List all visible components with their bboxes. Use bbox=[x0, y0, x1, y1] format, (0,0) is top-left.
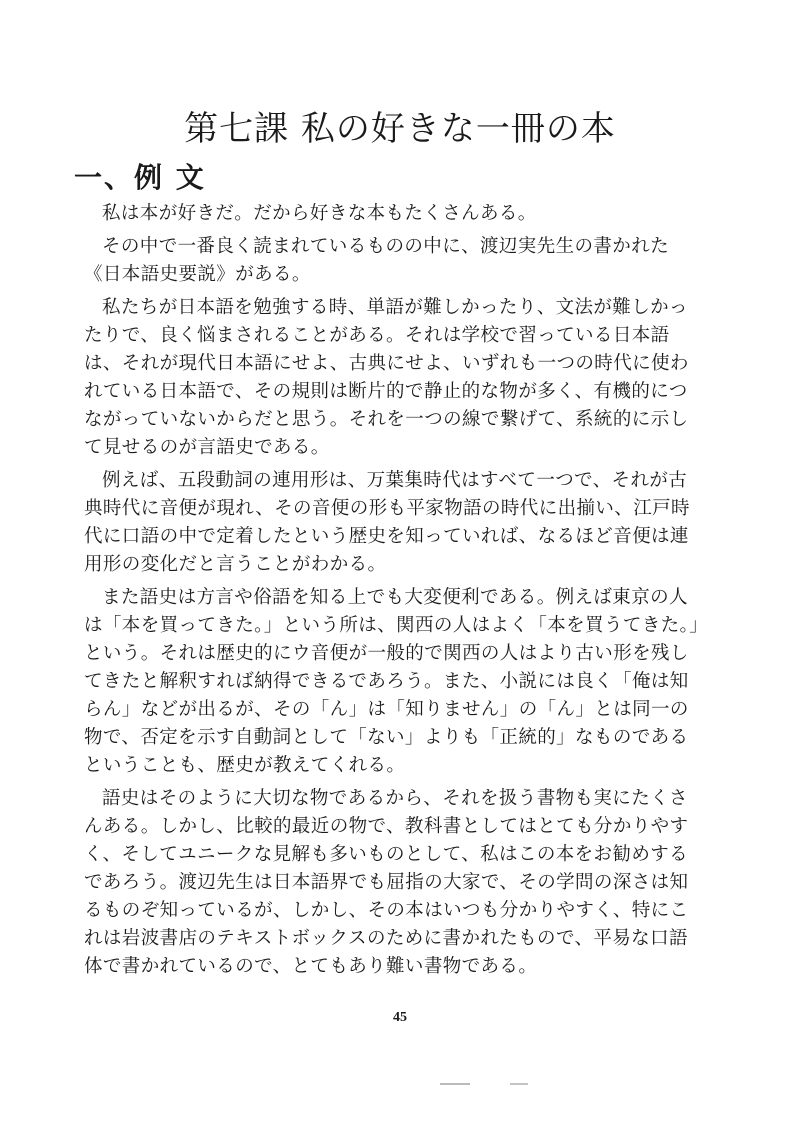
paragraph: 私は本が好きだ。だから好きな本もたくさんある。 bbox=[102, 203, 537, 224]
section-heading: 一、例 文 bbox=[74, 161, 206, 194]
paragraph: 例えば、五段動詞の連用形は、万葉集時代はすべて一つで、それが古典時代に音便が現れ、その音便の形も平家物語の時代に出揃い、江戸時代に口語の中で定着したという歴史を知っていれば、なるほど音便は連用形の変化だと言うことがわかる。 bbox=[84, 470, 690, 575]
body-text bbox=[84, 200, 704, 981]
paragraph: また語史は方言や俗語を知る上でも大変便利である。例えば東京の人は「本を買ってきた。」という所は、関西の人はよく「本を買うてきた。」という。それは歴史的にウ音便が一般的で関西の人はより古い形を残してきたと解釈すれば納得できるであろう。また、小説には良く「俺は知らん」などが出るが、その「ん」は「知りません」の「ん」とは同一の物で、否定を示す自動詞として「ない」よりも「正統的」なものであるということも、歴史が教えてくれる。 bbox=[84, 587, 699, 776]
paragraph: その中で一番良く読まれているものの中に、渡辺実先生の書かれた《日本語史要説》がある。 bbox=[84, 236, 670, 285]
page-number: 45 bbox=[393, 1010, 407, 1025]
lesson-title: 第七課 私の好きな一冊の本 bbox=[184, 109, 616, 149]
scan-artifact-mark bbox=[440, 1078, 560, 1090]
paragraph: 語史はそのように大切な物であるから、それを扱う書物も実にたくさんある。しかし、比較的最近の物で、教科書としてはとても分かりやすく、そしてユニークな見解も多いものとして、私はこの本をお勧めするであろう。渡辺先生は日本語界でも屈指の大家で、その学問の深さは知るものぞ知っているが、しかし、その本はいつも分かりやすく、特にこれは岩波書店のテキストボックスのために書かれたもので、平易な口語体で書かれているので、とてもあり難い書物である。 bbox=[84, 788, 689, 977]
paragraph: 私たちが日本語を勉強する時、単語が難しかったり、文法が難しかったりで、良く悩まされることがある。それは学校で習っている日本語は、それが現代日本語にせよ、古典にせよ、いずれも一つの時代に使われている日本語で、その規則は断片的で静止的な物が多く、有機的につながっていないからだと思う。それを一つの線で繋げて、系統的に示して見せるのが言語史である。 bbox=[84, 297, 689, 458]
